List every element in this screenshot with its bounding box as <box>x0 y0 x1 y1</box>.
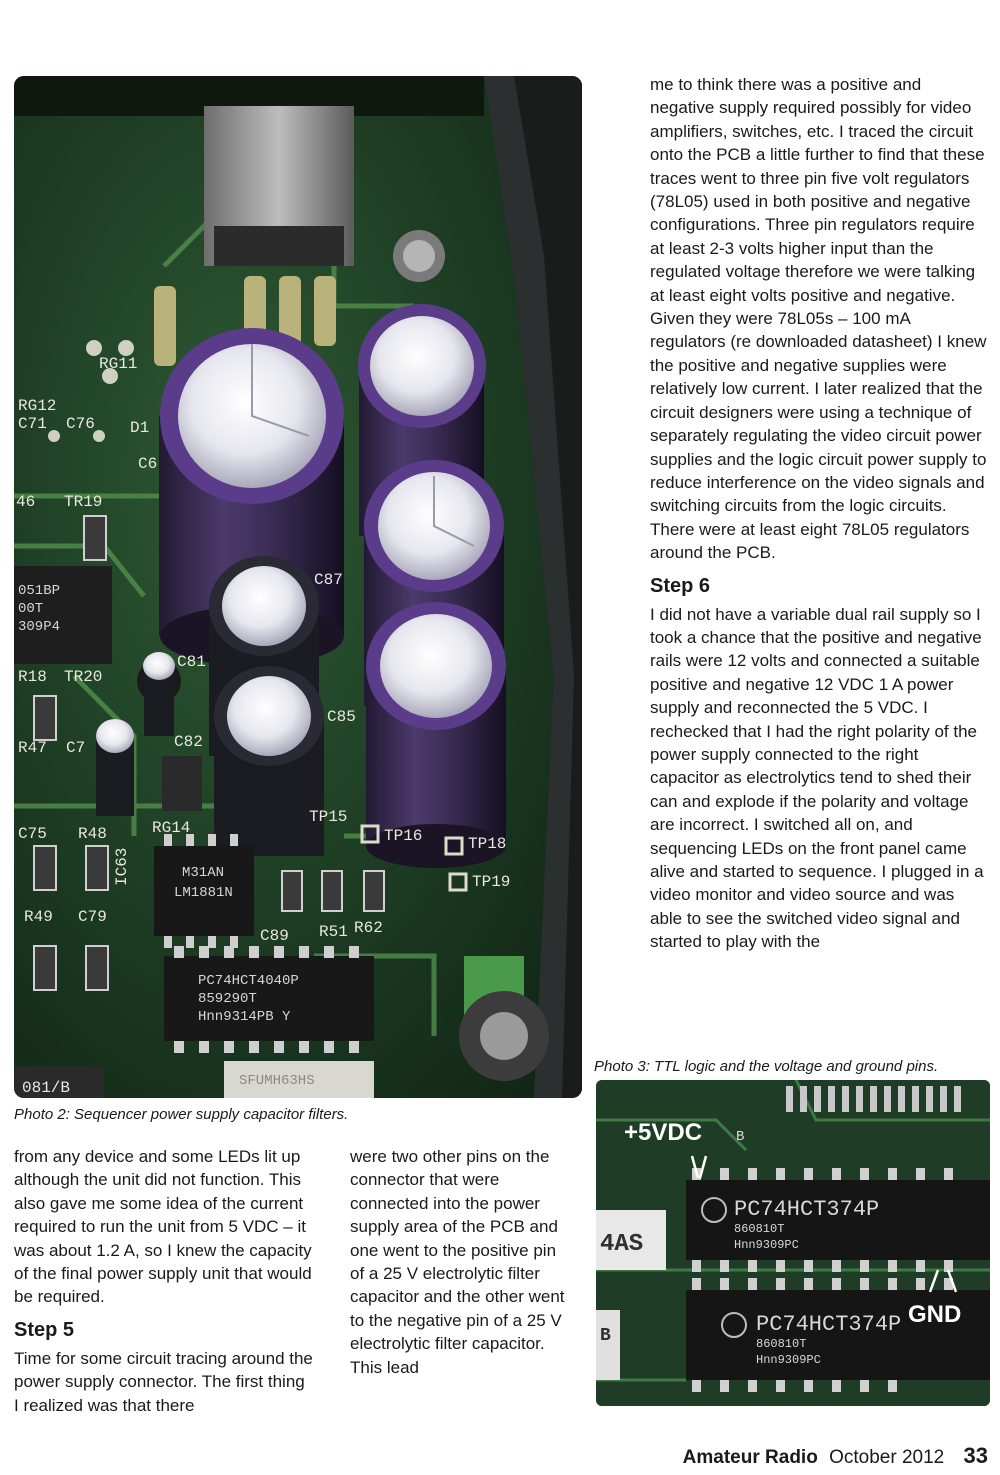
pcb-label-r48: R48 <box>78 825 107 843</box>
pcb-label-rg12: RG12 <box>18 397 57 415</box>
column-right <box>650 73 990 954</box>
chip-top-line3: Hnn9309PC <box>734 1238 799 1252</box>
pcb-label-c76: C76 <box>66 415 95 433</box>
pcb-label-r49: R49 <box>24 908 53 926</box>
magazine-name: Amateur Radio <box>682 1447 818 1468</box>
pcb-label-c6: C6 <box>138 455 158 473</box>
right-paragraph-1: me to think there was a positive and negative supply required possibly for video amplifiers, switches, etc. I traced the circuit onto the PCB a little further to find that these traces went to three pin five volt regulators (78L05) used in both positive and negative configurations. Three pin regulators require at least 2-3 volts higher input than the regulated voltage therefore we were talking at least eight volts positive and negative. Given they were 78L05s – 100 mA regulators (re downloaded datasheet) I knew the positive and negative supplies were relatively low current. I later realized that the circuit designers were using a technique of separately regulating the video circuit power supplies and the logic circuit power supply to reduce interference on the video signals and switching circuits from the logic circuits. There were at least eight 78L05 regulators around the PCB. <box>650 75 987 563</box>
chip-bottom-line2: 860810T <box>756 1337 807 1351</box>
pcb-label-r18: R18 <box>18 668 47 686</box>
pcb-label-c81: C81 <box>177 653 206 671</box>
pcb-label-c7: C7 <box>66 739 86 757</box>
pcb-label-c71: C71 <box>18 415 47 433</box>
pcb-label-tp15: TP15 <box>309 808 348 826</box>
column-left <box>14 1145 314 1417</box>
pcb-label-tp18: TP18 <box>468 835 507 853</box>
pcb-label-r47: R47 <box>18 739 47 757</box>
page-number: 33 <box>963 1443 988 1468</box>
column-middle <box>350 1145 565 1379</box>
pcb-label-tr20: TR20 <box>64 668 103 686</box>
pcb-label-c87: C87 <box>314 571 343 589</box>
chip2-line1: M31AN <box>182 865 225 881</box>
pcb-label-c75: C75 <box>18 825 47 843</box>
pcb-label-rg14: RG14 <box>152 819 191 837</box>
right-paragraph-2: I did not have a variable dual rail supply so I took a chance that the positive and negative rails were 12 volts and connected a suitable positive and negative 12 VDC 1 A power supply and reconnected the 5 VDC. I rechecked that I had the right polarity of the power supply connected to the right capacitor as electrolytics tend to shed their can and explode if the polarity and voltage are incorrect. I switched all on, and sequencing LEDs on the front panel came alive and started to sequence. I plugged in a video monitor and video source and was able to see the switched video signal and started to play with the <box>650 604 984 952</box>
chip1-line1: 051BP <box>18 583 61 599</box>
chip-top-line1: PC74HCT374P <box>734 1197 880 1222</box>
label-5vdc: +5VDC <box>624 1119 703 1146</box>
label-5vdc-suffix: B <box>736 1129 745 1145</box>
chip3-line3: Hnn9314PB Y <box>198 1009 291 1025</box>
pcb-label-tp19: TP19 <box>472 873 511 891</box>
chip3-line1: PC74HCT4040P <box>198 973 299 989</box>
pcb-label-c89: C89 <box>260 927 289 945</box>
middle-paragraph-1: were two other pins on the connector that were connected into the power supply area of the PCB and one went to the positive pin of a 25 V electrolytic filter capacitor and the other went to the negative pin of a 25 V electrolytic filter capacitor. This lead <box>350 1147 565 1377</box>
step6-heading: Step 6 <box>650 574 711 597</box>
pcb-label-c82: C82 <box>174 733 203 751</box>
pcb-label-r62: R62 <box>354 919 383 937</box>
label-left-connector-2: B <box>600 1326 611 1346</box>
label-left-connector: 4AS <box>600 1231 644 1258</box>
photo3-caption: Photo 3: TTL logic and the voltage and ground pins. <box>594 1058 939 1075</box>
ttl-photo-drawing <box>596 1080 990 1406</box>
pcb-label-d1: D1 <box>130 419 150 437</box>
pcb-label-bottom-connector: SFUMH63HS <box>239 1073 315 1089</box>
pcb-label-r46: 46 <box>16 493 36 511</box>
pcb-label-r51: R51 <box>319 923 348 941</box>
pcb-label-tr19: TR19 <box>64 493 103 511</box>
photo2-caption: Photo 2: Sequencer power supply capacitor filters. <box>14 1106 349 1123</box>
chip-top-line2: 860810T <box>734 1222 785 1236</box>
photo-pcb-capacitors <box>14 76 582 1098</box>
chip-bottom-line3: Hnn9309PC <box>756 1353 821 1367</box>
left-paragraph-1: from any device and some LEDs lit up although the unit did not function. This also gave me some idea of the current required to run the unit from 5 VDC – it was about 1.2 A, so I knew the capacity of the final power supply unit that would be required. <box>14 1147 312 1307</box>
label-gnd: GND <box>908 1301 962 1328</box>
pcb-photo-drawing <box>14 76 582 1098</box>
photo-ttl-logic <box>596 1080 990 1406</box>
pcb-label-tp16: TP16 <box>384 827 423 845</box>
chip2-line2: LM1881N <box>174 885 233 901</box>
pcb-label-edge-bottom: 081/B <box>22 1079 71 1097</box>
pcb-label-c79: C79 <box>78 908 107 926</box>
step5-heading: Step 5 <box>14 1318 75 1341</box>
chip3-line2: 859290T <box>198 991 257 1007</box>
chip1-line2: 00T <box>18 601 44 617</box>
pcb-label-c85: C85 <box>327 708 356 726</box>
pcb-label-rg11: RG11 <box>99 355 138 373</box>
left-paragraph-2: Time for some circuit tracing around the power supply connector. The first thing I realized was that there <box>14 1348 313 1415</box>
pcb-label-ic63: IC63 <box>113 847 131 886</box>
chip-bottom-line1: PC74HCT374P <box>756 1312 902 1337</box>
chip1-line3: 309P4 <box>18 619 61 635</box>
issue-date: October 2012 <box>829 1447 945 1468</box>
page-footer <box>683 1443 988 1469</box>
